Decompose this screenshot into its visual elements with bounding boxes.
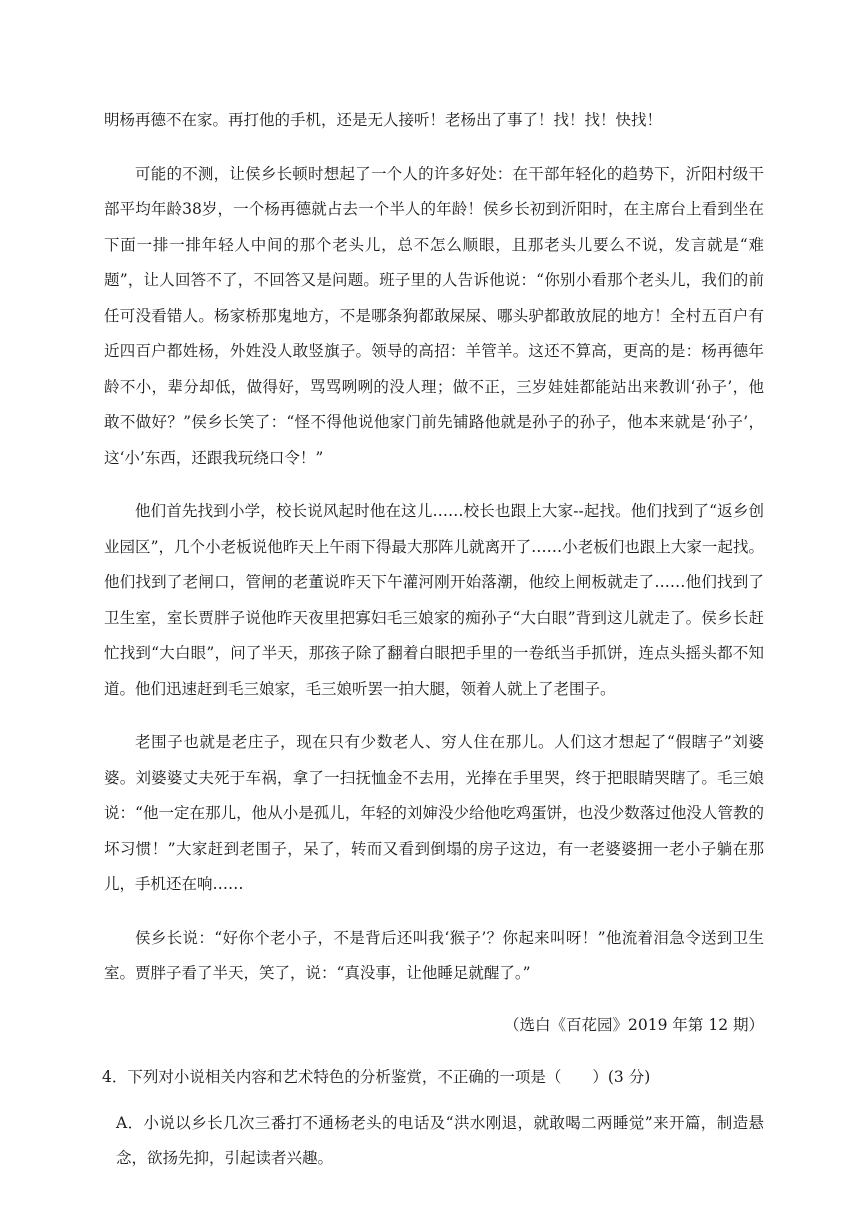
paragraph-continuation: 明杨再德不在家。再打他的手机，还是无人接听！老杨出了事了！找！找！快找！ [104, 111, 663, 129]
paragraph-search: 他们首先找到小学，校长说风起时他在这儿……校长也跟上大家--起找。他们找到了“返乡创业园区”，几个小老板说他昨天上午雨下得最大那阵儿就离开了……小老板们也跟上大家一起找。他们找到了老闸口，管闸的老董说昨天下午灌河刚开始落潮，他绞上闸板就走了……他们找到了卫生室，室长贾胖子说他昨天夜里把寡妇毛三娘家的痴孙子“大白眼”背到这儿就走了。侯乡长赶忙找到“大白眼”，问了半天，那孩子除了翻着白眼把手里的一卷纸当手抓饼，连点头摇头都不知道。他们迅速赶到毛三娘家，毛三娘听罢一拍大腿，领着人就上了老围子。 [104, 502, 764, 698]
option-a: A．小说以乡长几次三番打不通杨老头的电话及“洪水刚退，就敢喝二两睡觉”来开篇，制造悬念，欲扬先抑，引起读者兴趣。 [116, 1113, 764, 1167]
question-4: 4．下列对小说相关内容和艺术特色的分析鉴赏，不正确的一项是（ ）(3 分) [102, 1067, 651, 1086]
paragraph-ending: 侯乡长说：“好你个老小子，不是背后还叫我‘猴子’？你起来叫呀！”他流着泪急令送到卫生室。贾胖子看了半天，笑了，说：“真没事，让他睡足就醒了。” [104, 928, 764, 982]
paragraph-old-village: 老围子也就是老庄子，现在只有少数老人、穷人住在那儿。人们这才想起了“假瞎子”刘婆婆。刘婆婆丈夫死于车祸，拿了一扫抚恤金不去用，光捧在手里哭，终于把眼睛哭瞎了。毛三娘说：“他一定在那儿，他从小是孤儿，年轻的刘婶没少给他吃鸡蛋饼，也没少数落过他没人管教的坏习惯！”大家赶到老围子，呆了，转而又看到倒塌的房子这边，有一老婆婆拥一老小子躺在那儿，手机还在响…… [104, 733, 764, 893]
source-citation: （选白《百花园》2019 年第 12 期） [504, 1015, 764, 1034]
paragraph-recollection: 可能的不测，让侯乡长顿时想起了一个人的许多好处：在干部年轻化的趋势下，沂阳村级干部平均年龄38岁，一个杨再德就占去一个半人的年龄！侯乡长初到沂阳时，在主席台上看到坐在下面一排一排年轻人中间的那个老头儿，总不怎么顺眼，且那老头儿要么不说，发言就是“难题”，让人回答不了，不回答又是问题。班子里的人告诉他说：“你别小看那个老头儿，我们的前任可没看错人。杨家桥那鬼地方，不是哪条狗都敢屎屎、哪头驴都敢放屁的地方！全村五百户有近四百户都姓杨，外姓没人敢竖旗子。领导的高招：羊管羊。这还不算高，更高的是：杨再德年龄不小，辈分却低，做得好，骂骂咧咧的没人理；做不正，三岁娃娃都能站出来教训‘孙子’，他敢不做好？”侯乡长笑了：“怪不得他说他家门前先铺路他就是孙子的孙子，他本来就是‘孙子’，这‘小’东西，还跟我玩绕口令！” [104, 164, 764, 467]
